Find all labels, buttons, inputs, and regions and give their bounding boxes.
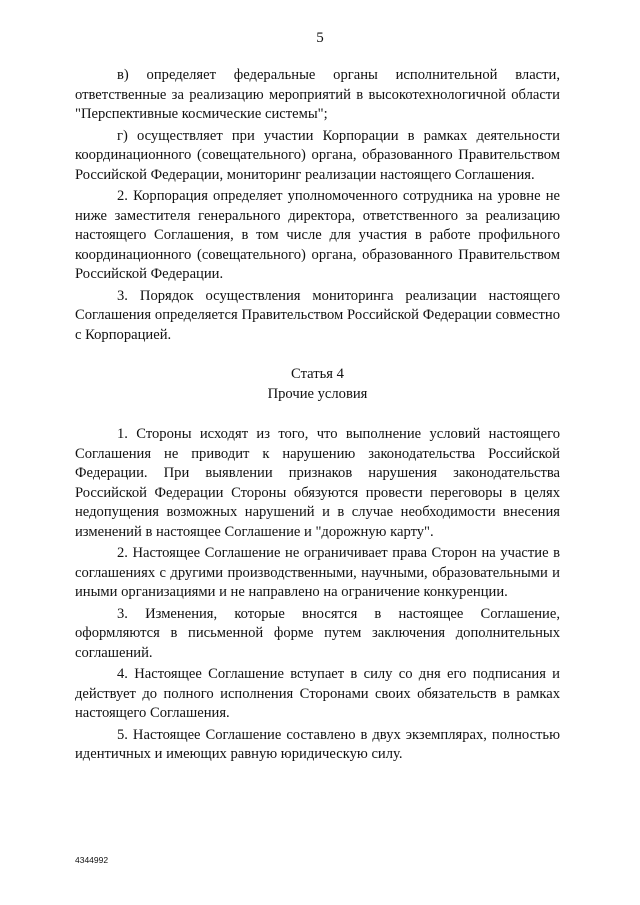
paragraph-2: 2. Корпорация определяет уполномоченного сотрудника на уровне не ниже заместителя генерального директора, ответственного за реализацию настоящего Соглашения, в том числе для участия в работе профильного координационного (совещательного) органа, образованного Правительством Российской Федерации. xyxy=(75,188,560,282)
article4-paragraph-4: 4. Настоящее Соглашение вступает в силу со дня его подписания и действует до полного исполнения Сторонами своих обязательств в рамках настоящего Соглашения. xyxy=(75,666,560,721)
page-number: 5 xyxy=(316,30,324,46)
paragraph-g: г) осуществляет при участии Корпорации в рамках деятельности координационного (совещательного) органа, образованного Правительством Российской Федерации, мониторинг реализации настоящего Соглашения. xyxy=(75,127,560,183)
article-number: Статья 4 xyxy=(291,366,344,382)
article4-paragraph-3: 3. Изменения, которые вносятся в настоящее Соглашение, оформляются в письменной форме путем заключения дополнительных соглашений. xyxy=(75,605,560,661)
document-code: 4344992 xyxy=(75,855,109,865)
document-body xyxy=(75,66,560,767)
paragraph-v: в) определяет федеральные органы исполнительной власти, ответственные за реализацию мероприятий в высокотехнологичной области "Перспективные космические системы"; xyxy=(75,67,560,122)
article4-paragraph-1: 1. Стороны исходят из того, что выполнение условий настоящего Соглашения не приводит к нарушению законодательства Российской Федерации. При выявлении признаков нарушения законодательства Российской Федерации Стороны обязуются провести переговоры в целях недопущения возможных нарушений и в случае необходимости внесения изменений в настоящее Соглашение и "дорожную карту". xyxy=(75,426,560,540)
article4-paragraph-2: 2. Настоящее Соглашение не ограничивает права Сторон на участие в соглашениях с другими производственными, научными, образовательными и иными организациями и не направлено на ограничение конкуренции. xyxy=(75,545,560,600)
paragraph-3: 3. Порядок осуществления мониторинга реализации настоящего Соглашения определяется Правительством Российской Федерации совместно с Корпорацией. xyxy=(75,287,560,343)
article-heading xyxy=(75,365,560,404)
article-title: Прочие условия xyxy=(267,385,368,402)
article4-paragraph-5: 5. Настоящее Соглашение составлено в двух экземплярах, полностью идентичных и имеющих равную юридическую силу. xyxy=(75,726,560,762)
